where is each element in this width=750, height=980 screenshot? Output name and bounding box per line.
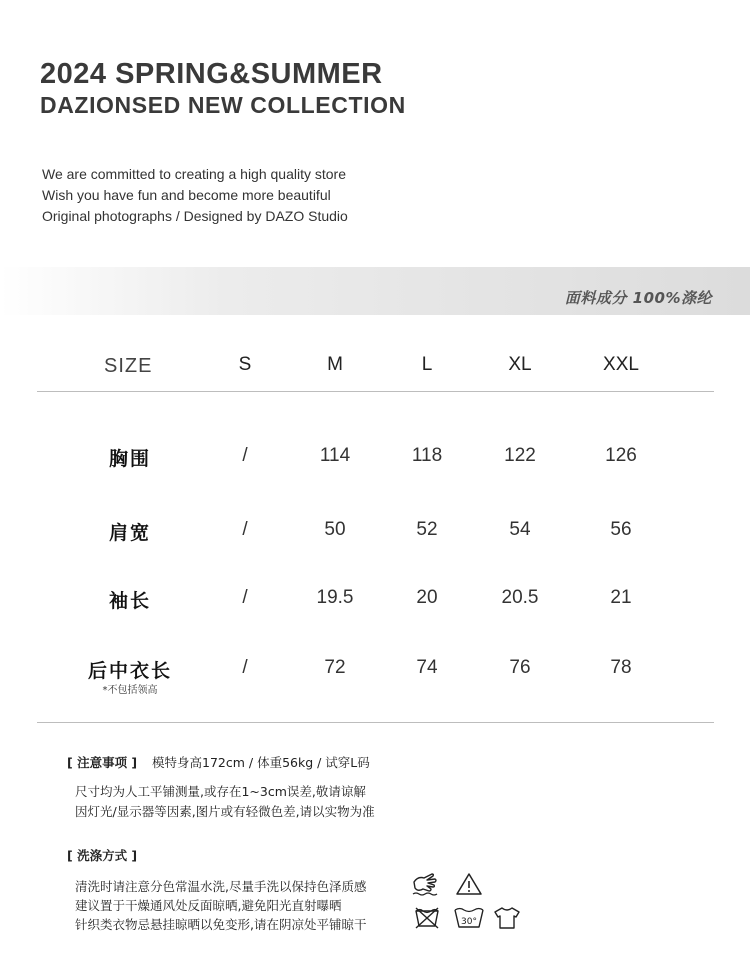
table-cell: 19.5	[316, 587, 354, 608]
wash-30-icon	[452, 904, 486, 935]
row-label-length: 后中衣长	[87, 660, 173, 682]
table-cell: /	[242, 587, 248, 608]
tagline-3: Original photographs / Designed by DAZO Studio	[42, 208, 348, 224]
notes-heading: [ 注意事项 ]	[67, 755, 138, 770]
table-cell: 21	[610, 587, 632, 608]
size-l: L	[421, 354, 433, 375]
washing-line-1: 清洗时请注意分色常温水洗,尽量手洗以保持色泽质感	[75, 879, 367, 894]
model-info: 模特身高172cm / 体重56kg / 试穿L码	[152, 755, 370, 770]
table-cell: 74	[416, 657, 438, 678]
size-xl: XL	[508, 354, 532, 375]
row-label-sleeve: 袖长	[108, 590, 152, 612]
table-cell: 72	[324, 657, 346, 678]
size-m: M	[327, 354, 343, 375]
notes-line-2: 因灯光/显示器等因素,图片或有轻微色差,请以实物为准	[75, 804, 375, 819]
table-bottom-divider	[37, 722, 714, 723]
shirt-icon	[492, 905, 522, 936]
table-cell: 126	[605, 445, 637, 466]
washing-line-3: 针织类衣物忌悬挂晾晒以免变形,请在阴凉处平铺晾干	[75, 917, 367, 932]
table-cell: 122	[504, 445, 536, 466]
warning-triangle-icon	[455, 872, 483, 901]
table-cell: /	[242, 519, 248, 540]
table-cell: 114	[319, 445, 351, 466]
row-label-shoulder: 肩宽	[108, 522, 152, 544]
no-bleach-icon	[413, 906, 441, 935]
size-xxl: XXL	[603, 354, 639, 375]
tagline-2: Wish you have fun and become more beautiful	[42, 187, 331, 203]
title-line1: 2024 SPRING&SUMMER	[40, 58, 383, 90]
table-cell: 50	[324, 519, 346, 540]
table-top-divider	[37, 391, 714, 392]
notes-line-1: 尺寸均为人工平铺测量,或存在1~3cm误差,敬请谅解	[75, 784, 366, 799]
wash-temp: 30°	[461, 917, 477, 927]
fabric-composition: 面料成分 100%涤纶	[564, 289, 712, 307]
table-cell: 78	[610, 657, 632, 678]
table-cell: 52	[416, 519, 438, 540]
washing-line-2: 建议置于干燥通风处反面晾晒,避免阳光直射曝晒	[75, 898, 342, 913]
table-cell: 118	[411, 445, 443, 466]
table-cell: /	[242, 657, 248, 678]
size-header-label: SIZE	[104, 355, 153, 377]
row-label-chest: 胸围	[108, 448, 152, 470]
table-cell: 54	[509, 519, 531, 540]
washing-heading: [ 洗涤方式 ]	[67, 848, 138, 863]
size-s: S	[238, 354, 252, 375]
table-cell: 20.5	[501, 587, 539, 608]
table-cell: 20	[416, 587, 438, 608]
hand-wash-icon	[410, 870, 440, 903]
row-label-note: *不包括领高	[102, 685, 158, 696]
title-line2: DAZIONSED NEW COLLECTION	[40, 92, 406, 118]
table-cell: 56	[610, 519, 632, 540]
table-cell: /	[242, 445, 248, 466]
tagline-1: We are committed to creating a high quality store	[42, 166, 347, 182]
table-cell: 76	[509, 657, 531, 678]
